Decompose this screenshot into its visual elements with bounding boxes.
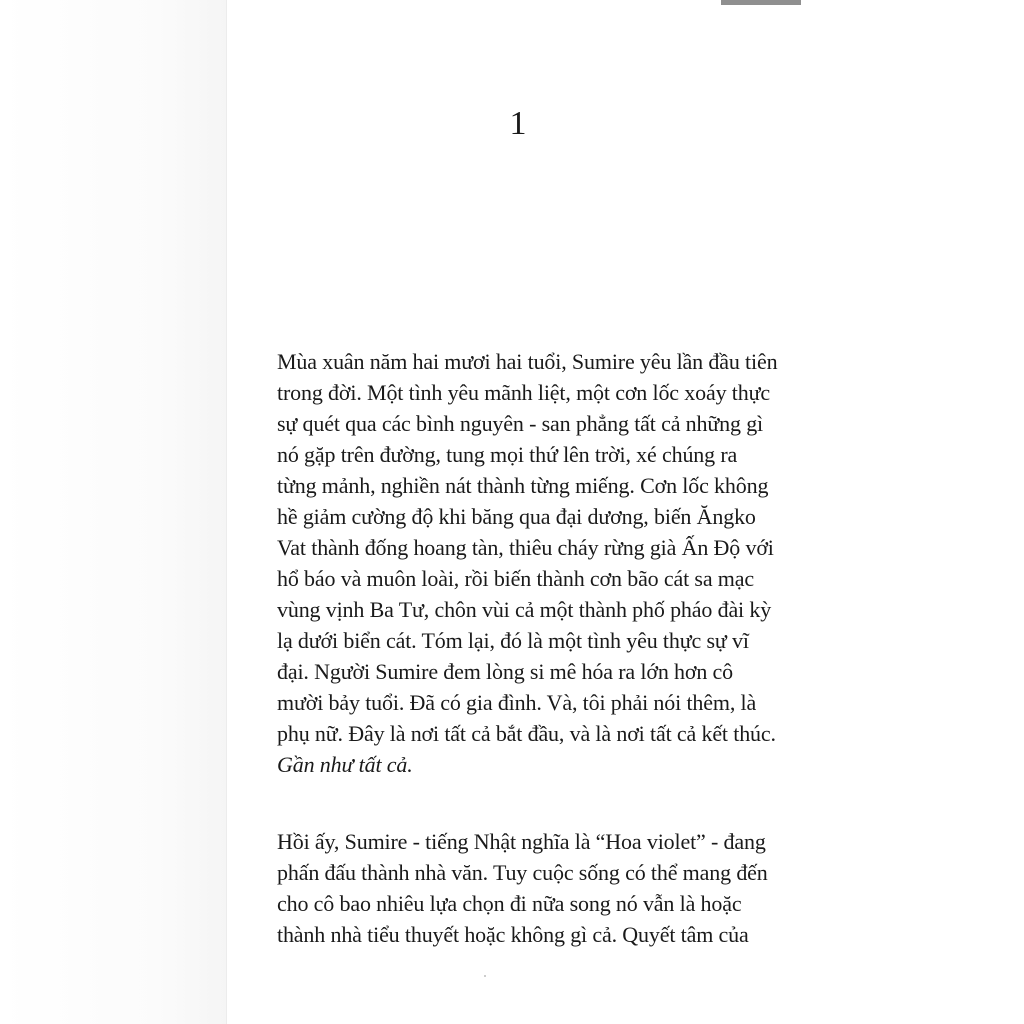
- paragraph-2: [277, 826, 777, 950]
- paragraph-line: thành nhà tiểu thuyết hoặc không gì cả. Quyết tâm của: [277, 922, 749, 947]
- paragraph-line: mười bảy tuổi. Đã có gia đình. Và, tôi phải nói thêm, là: [277, 690, 757, 715]
- paragraph-1: [277, 346, 777, 780]
- paragraph-line: sự quét qua các bình nguyên - san phẳng tất cả những gì: [277, 411, 764, 436]
- paragraph-line: phấn đấu thành nhà văn. Tuy cuộc sống có thể mang đến: [277, 860, 768, 885]
- chapter-number: 1: [509, 105, 527, 142]
- paragraph-line: từng mảnh, nghiền nát thành từng miếng. Cơn lốc không: [277, 473, 769, 498]
- paragraph-line: hổ báo và muôn loài, rồi biến thành cơn bão cát sa mạc: [277, 566, 754, 591]
- paragraph-line: hề giảm cường độ khi băng qua đại dương, biến Ăngko: [277, 504, 756, 529]
- scan-left-margin: [0, 0, 226, 1024]
- paragraph-line: trong đời. Một tình yêu mãnh liệt, một cơn lốc xoáy thực: [277, 380, 770, 405]
- page-edge-divider: [226, 0, 227, 1024]
- scan-top-mark: [721, 0, 801, 5]
- paragraph-line: Mùa xuân năm hai mươi hai tuổi, Sumire yêu lần đầu tiên: [277, 349, 778, 374]
- paragraph-line: nó gặp trên đường, tung mọi thứ lên trời, xé chúng ra: [277, 442, 738, 467]
- scan-speck: [484, 975, 486, 977]
- paragraph-line: đại. Người Sumire đem lòng si mê hóa ra lớn hơn cô: [277, 659, 734, 684]
- paragraph-line: vùng vịnh Ba Tư, chôn vùi cả một thành phố pháo đài kỳ: [277, 597, 772, 622]
- paragraph-line: phụ nữ. Đây là nơi tất cả bắt đầu, và là nơi tất cả kết thúc.: [277, 721, 776, 746]
- paragraph-line: lạ dưới biển cát. Tóm lại, đó là một tình yêu thực sự vĩ: [277, 628, 749, 653]
- paragraph-closing-italic: Gần như tất cả.: [277, 752, 413, 777]
- paragraph-line: Vat thành đống hoang tàn, thiêu cháy rừng già Ấn Độ với: [277, 535, 774, 560]
- paragraph-line: Hồi ấy, Sumire - tiếng Nhật nghĩa là “Hoa violet” - đang: [277, 829, 766, 854]
- paragraph-line: cho cô bao nhiêu lựa chọn đi nữa song nó vẫn là hoặc: [277, 891, 742, 916]
